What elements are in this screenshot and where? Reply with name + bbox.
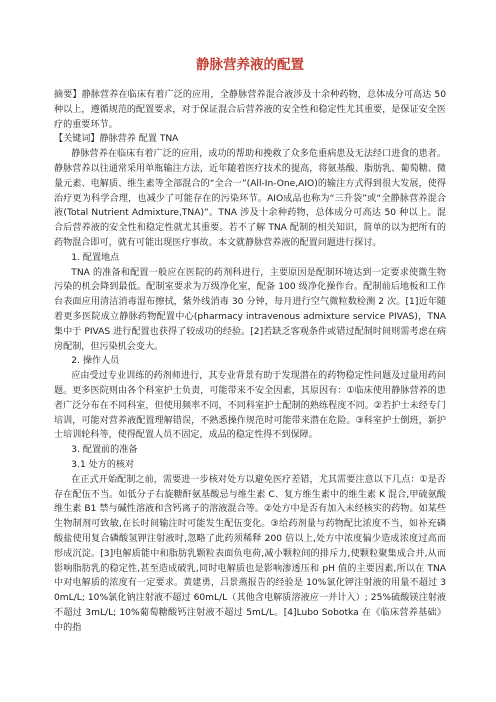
section-heading-staff: 2. 操作人员 bbox=[71, 356, 120, 367]
staff-paragraph: 应由受过专业训练的药剂师进行，其专业背景有助于发现潜在的药物稳定性问题及过量用药问题。更多医院则由各个科室护士负责，可能带来不安全因素，其原因有：①临床使用静脉营养的患者广泛分布在不同科室，但使用频率不同，不同科室护士配制的熟练程度不同。②若护士未经专门培训，可能对营养液配置理解错误，不熟悉操作规范时可能带来潜在危险。③科室护士倒班，新护士培训轮科等，使得配置人员不固定，成品的稳定性得不到保障。 bbox=[54, 371, 446, 441]
prescription-check-paragraph: 在正式开始配制之前，需要进一步核对处方以避免医疗差错，尤其需要注意以下几点：①是否存在配伍不当。如低分子右旋糖酐氨基酸忌与维生素 C、复方维生素中的维生素 K 混合,甲硫氨酸维生素 B1 禁与碱性溶液和含钙离子的溶液混合等。②处方中是否有加入未经核实的药物。如某些生物制剂可致敏,在长时间输注时可能发生配伍变化。③给药剂量与药物配比浓度不当，如补充磷酸盐使用复合磷酸氢钾注射液时,忽略了此药须稀释 200 倍以上,处方中浓度偏少造成浓度过高而形成沉淀。[3]电解质能中和脂肪乳颗粒表面负电荷,减小颗粒间的排斥力,使颗粒聚集成合并,从而影响脂肪乳的稳定性,甚至造成破乳,同时电解质也是影响渗透压和 pH 值的主要因素,所以在 TNA 中对电解质的浓度有一定要求。黄建勇，吕景燕报告的经验是 10%氯化钾注射液的用量不超过 30mL/L; 10%氯化钠注射液不超过 60mL/L（其他含电解质溶液应一并计入）; 25%硫酸镁注射液不超过 3mL/L; 10%葡萄糖酸钙注射液不超过 5mL/L。[4]Lubo Sobotka 在《临床营养基础》中的指 bbox=[54, 474, 446, 633]
keywords-line: 【关键词】静脉营养 配置 TNA bbox=[54, 134, 179, 145]
section-heading-preparation: 3. 配置前的准备 bbox=[71, 445, 138, 456]
abstract-paragraph: 摘要】静脉营养在临床有着广泛的应用，全静脉营养混合液涉及十余种药物，总体成分可高达 50 种以上，遵循规范的配置要求，对于保证混合后营养液的安全性和稳定性尤其重要，是保证安全医疗的重要环节。 bbox=[54, 90, 446, 130]
location-paragraph: TNA 的准备和配置一般应在医院的药剂科进行，主要原因是配制环境达到一定要求使微生物污染的机会降到最低。配制室要求为万级净化室，配备 100 级净化操作台。配制前后地板和工作台表面应用清洁消毒湿布擦拭，紫外线消毒 30 分钟，每月进行空气微粒数检测 2 次。[1]近年随着更多医院成立静脉药物配置中心(pharmacy intravenous admixture service PIVAS)，TNA 集中于 PIVAS 进行配置也获得了较成功的经验。[2]若缺乏客观条件或错过配制时间则需考虑在病房配制，但污染机会变大。 bbox=[54, 267, 446, 352]
subsection-heading-prescription-check: 3.1 处方的核对 bbox=[71, 459, 135, 470]
document-title: 静脉营养液的配置 bbox=[196, 57, 304, 73]
section-heading-location: 1. 配置地点 bbox=[71, 252, 120, 263]
intro-paragraph: 静脉营养在临床有着广泛的应用，成功的帮助和挽救了众多危重病患及无法经口进食的患者。静脉营养以往通常采用单瓶输注方法，近年随着医疗技术的提高，将氨基酸、脂肪乳、葡萄糖、微量元素、电解质、维生素等全部混合的“全合一”(All-In-One,AIO)的输注方式得到很大发展，使得治疗更为科学合理，也减少了可能存在的污染环节。AIO成品也称为“三升袋”或“全静脉营养混合液(Total Nutrient Admixture,TNA)”。TNA 涉及十余种药物，总体成分可高达 50 种以上。混合后营养液的安全性和稳定性就尤其重要。若不了解 TNA 配制的相关知识，简单的以为把所有的药物混合即可，就有可能出现医疗事故。本文就静脉营养液的配置问题进行探讨。 bbox=[54, 149, 446, 248]
